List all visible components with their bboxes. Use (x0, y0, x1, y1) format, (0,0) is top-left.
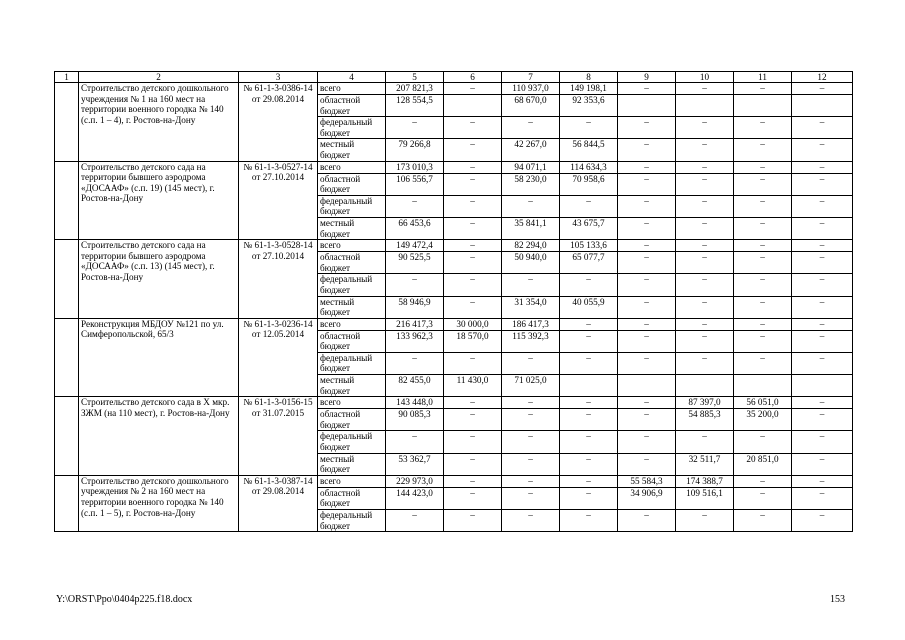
value-cell: – (444, 475, 502, 487)
value-cell: – (618, 352, 676, 374)
value-cell: – (676, 173, 734, 195)
row-number-cell (55, 83, 79, 162)
conclusion-number: № 61-1-3-0528-14 (243, 240, 313, 251)
value-cell: 149 472,4 (386, 240, 444, 252)
value-cell: – (560, 487, 618, 509)
value-cell: – (444, 274, 502, 296)
value-cell: 58 946,9 (386, 296, 444, 318)
value-cell: – (386, 431, 444, 453)
value-cell: – (618, 117, 676, 139)
value-cell: – (676, 274, 734, 296)
header-cell: 7 (502, 72, 560, 83)
table-row (55, 397, 853, 409)
value-cell (618, 95, 676, 117)
value-cell: – (444, 195, 502, 217)
value-cell: – (444, 431, 502, 453)
value-cell: – (618, 217, 676, 239)
value-cell: – (792, 217, 853, 239)
value-cell: – (444, 217, 502, 239)
value-cell: – (734, 352, 792, 374)
value-cell (618, 375, 676, 397)
value-cell: – (734, 252, 792, 274)
budget-source: местный бюджет (318, 217, 386, 239)
value-cell: 105 133,6 (560, 240, 618, 252)
conclusion-number-cell (239, 475, 318, 531)
value-cell: 90 525,5 (386, 252, 444, 274)
value-cell: – (676, 330, 734, 352)
row-number-cell (55, 318, 79, 397)
value-cell: – (792, 318, 853, 330)
conclusion-number: № 61-1-3-0236-14 (243, 318, 313, 329)
project-description: Строительство детского сада в Х мкр. ЗЖМ (на 110 мест), г. Ростов-на-Дону (79, 397, 239, 476)
value-cell: – (676, 252, 734, 274)
budget-source: всего (318, 397, 386, 409)
value-cell: – (734, 296, 792, 318)
project-description: Строительство детского сада на территории бывшего аэродрома «ДОСААФ» (с.п. 13) (145 мест), г. Ростов-на-Дону (79, 240, 239, 319)
budget-source: местный бюджет (318, 296, 386, 318)
value-cell: – (734, 217, 792, 239)
value-cell: – (792, 431, 853, 453)
value-cell: – (560, 352, 618, 374)
value-cell: – (792, 397, 853, 409)
value-cell: – (676, 161, 734, 173)
value-cell: – (734, 161, 792, 173)
value-cell: – (792, 453, 853, 475)
program-table (54, 71, 853, 532)
value-cell: – (444, 117, 502, 139)
value-cell: – (618, 173, 676, 195)
table-row (55, 83, 853, 95)
value-cell: – (618, 161, 676, 173)
value-cell: – (444, 240, 502, 252)
value-cell: 92 353,6 (560, 95, 618, 117)
value-cell: – (618, 397, 676, 409)
value-cell: – (502, 195, 560, 217)
value-cell (444, 95, 502, 117)
value-cell (734, 95, 792, 117)
budget-source: областной бюджет (318, 95, 386, 117)
value-cell: – (792, 240, 853, 252)
value-cell: – (502, 431, 560, 453)
header-cell: 5 (386, 72, 444, 83)
table-row (55, 161, 853, 173)
value-cell: – (792, 330, 853, 352)
value-cell: 110 937,0 (502, 83, 560, 95)
value-cell: 128 554,5 (386, 95, 444, 117)
value-cell: – (618, 139, 676, 161)
project-description: Строительство детского дошкольного учреждения № 1 на 160 мест на территории военного городка № 140 (с.п. 1 – 4), г. Ростов-на-Дону (79, 83, 239, 162)
value-cell: – (444, 161, 502, 173)
value-cell (676, 95, 734, 117)
value-cell: – (734, 83, 792, 95)
value-cell: 35 841,1 (502, 217, 560, 239)
value-cell: 149 198,1 (560, 83, 618, 95)
value-cell: 106 556,7 (386, 173, 444, 195)
value-cell: 42 267,0 (502, 139, 560, 161)
conclusion-number: № 61-1-3-0527-14 (243, 161, 313, 172)
value-cell: 35 200,0 (734, 409, 792, 431)
value-cell: – (386, 274, 444, 296)
conclusion-number-cell (239, 318, 318, 397)
header-row (55, 72, 853, 83)
value-cell: – (734, 318, 792, 330)
value-cell: – (444, 409, 502, 431)
value-cell: – (386, 117, 444, 139)
budget-source: местный бюджет (318, 375, 386, 397)
value-cell: – (618, 431, 676, 453)
value-cell: 90 085,3 (386, 409, 444, 431)
value-cell: – (386, 510, 444, 532)
value-cell: – (502, 352, 560, 374)
value-cell: – (618, 195, 676, 217)
value-cell: – (502, 409, 560, 431)
value-cell: – (676, 217, 734, 239)
value-cell: – (792, 475, 853, 487)
value-cell: – (618, 252, 676, 274)
conclusion-date: от 31.07.2015 (251, 407, 305, 418)
value-cell: 58 230,0 (502, 173, 560, 195)
budget-source: федеральный бюджет (318, 195, 386, 217)
value-cell: – (444, 252, 502, 274)
table-row (55, 475, 853, 487)
value-cell (792, 375, 853, 397)
value-cell: – (792, 487, 853, 509)
value-cell: – (444, 487, 502, 509)
value-cell: – (386, 195, 444, 217)
conclusion-number: № 61-1-3-0387-14 (243, 475, 313, 486)
value-cell: – (618, 296, 676, 318)
value-cell: – (560, 330, 618, 352)
value-cell: – (618, 274, 676, 296)
table-row (55, 240, 853, 252)
value-cell: – (734, 431, 792, 453)
value-cell: – (676, 195, 734, 217)
value-cell: – (792, 161, 853, 173)
value-cell: – (502, 510, 560, 532)
value-cell (676, 375, 734, 397)
value-cell: – (734, 330, 792, 352)
value-cell: – (792, 352, 853, 374)
value-cell: – (618, 510, 676, 532)
value-cell: – (792, 195, 853, 217)
value-cell (560, 375, 618, 397)
value-cell: – (676, 117, 734, 139)
project-description: Реконструкция МБДОУ №121 по ул. Симферопольской, 65/3 (79, 318, 239, 397)
budget-source: всего (318, 83, 386, 95)
value-cell: 71 025,0 (502, 375, 560, 397)
project-description: Строительство детского дошкольного учреждения № 2 на 160 мест на территории военного городка № 140 (с.п. 1 – 5), г. Ростов-на-Дону (79, 475, 239, 531)
value-cell: 109 516,1 (676, 487, 734, 509)
value-cell: – (444, 453, 502, 475)
value-cell: 186 417,3 (502, 318, 560, 330)
budget-source: федеральный бюджет (318, 352, 386, 374)
value-cell: – (560, 409, 618, 431)
value-cell: – (676, 318, 734, 330)
budget-source: областной бюджет (318, 330, 386, 352)
value-cell: 56 844,5 (560, 139, 618, 161)
value-cell: 115 392,3 (502, 330, 560, 352)
conclusion-date: от 27.10.2014 (251, 172, 305, 183)
value-cell: – (502, 487, 560, 509)
project-description: Строительство детского сада на территории бывшего аэродрома «ДОСААФ» (с.п. 19) (145 мест), г. Ростов-на-Дону (79, 161, 239, 240)
header-cell: 2 (79, 72, 239, 83)
budget-source: местный бюджет (318, 139, 386, 161)
value-cell: – (444, 296, 502, 318)
row-number-cell (55, 397, 79, 476)
value-cell: 53 362,7 (386, 453, 444, 475)
value-cell: – (734, 240, 792, 252)
value-cell: 82 294,0 (502, 240, 560, 252)
value-cell: – (734, 117, 792, 139)
value-cell: 66 453,6 (386, 217, 444, 239)
table-row (55, 318, 853, 330)
budget-source: всего (318, 318, 386, 330)
value-cell: 70 958,6 (560, 173, 618, 195)
value-cell: 207 821,3 (386, 83, 444, 95)
value-cell: 87 397,0 (676, 397, 734, 409)
budget-source: федеральный бюджет (318, 431, 386, 453)
value-cell: 32 511,7 (676, 453, 734, 475)
budget-source: областной бюджет (318, 252, 386, 274)
value-cell: – (676, 510, 734, 532)
value-cell: – (444, 510, 502, 532)
value-cell: – (444, 352, 502, 374)
value-cell: 11 430,0 (444, 375, 502, 397)
header-cell: 12 (792, 72, 853, 83)
value-cell: 68 670,0 (502, 95, 560, 117)
value-cell: – (502, 274, 560, 296)
value-cell: – (792, 83, 853, 95)
value-cell: 54 885,3 (676, 409, 734, 431)
header-cell: 9 (618, 72, 676, 83)
header-cell: 3 (239, 72, 318, 83)
value-cell (734, 375, 792, 397)
value-cell: 56 051,0 (734, 397, 792, 409)
value-cell: 55 584,3 (618, 475, 676, 487)
value-cell: – (386, 352, 444, 374)
value-cell: – (734, 510, 792, 532)
value-cell: – (792, 409, 853, 431)
header-cell: 10 (676, 72, 734, 83)
budget-source: областной бюджет (318, 173, 386, 195)
file-path: Y:\ORST\Ppo\0404p225.f18.docx (56, 594, 193, 605)
row-number-cell (55, 475, 79, 531)
value-cell: 144 423,0 (386, 487, 444, 509)
value-cell: 40 055,9 (560, 296, 618, 318)
value-cell: 65 077,7 (560, 252, 618, 274)
conclusion-date: от 29.08.2014 (251, 93, 305, 104)
value-cell: – (502, 475, 560, 487)
value-cell: – (676, 352, 734, 374)
conclusion-number-cell (239, 83, 318, 162)
value-cell: – (676, 296, 734, 318)
value-cell: – (502, 117, 560, 139)
header-cell: 8 (560, 72, 618, 83)
header-cell: 4 (318, 72, 386, 83)
budget-source: всего (318, 161, 386, 173)
row-number-cell (55, 240, 79, 319)
value-cell: 20 851,0 (734, 453, 792, 475)
value-cell: – (560, 318, 618, 330)
value-cell: – (444, 83, 502, 95)
conclusion-date: от 27.10.2014 (251, 250, 305, 261)
budget-source: областной бюджет (318, 409, 386, 431)
value-cell: – (618, 453, 676, 475)
page-number: 153 (830, 594, 845, 605)
value-cell: – (618, 240, 676, 252)
budget-source: местный бюджет (318, 453, 386, 475)
value-cell: – (676, 240, 734, 252)
document-sheet (54, 71, 852, 532)
header-cell: 11 (734, 72, 792, 83)
value-cell: 79 266,8 (386, 139, 444, 161)
budget-source: федеральный бюджет (318, 510, 386, 532)
budget-source: федеральный бюджет (318, 117, 386, 139)
value-cell: – (444, 173, 502, 195)
value-cell: – (618, 409, 676, 431)
value-cell: – (734, 195, 792, 217)
conclusion-number-cell (239, 397, 318, 476)
value-cell: – (560, 397, 618, 409)
value-cell: – (444, 139, 502, 161)
value-cell: 30 000,0 (444, 318, 502, 330)
conclusion-number: № 61-1-3-0156-15 (243, 397, 313, 408)
value-cell: 50 940,0 (502, 252, 560, 274)
value-cell: 34 906,9 (618, 487, 676, 509)
value-cell: – (618, 330, 676, 352)
budget-source: областной бюджет (318, 487, 386, 509)
value-cell: – (560, 475, 618, 487)
value-cell: 31 354,0 (502, 296, 560, 318)
value-cell: – (792, 274, 853, 296)
conclusion-number-cell (239, 240, 318, 319)
value-cell: – (792, 117, 853, 139)
value-cell: 114 634,3 (560, 161, 618, 173)
value-cell: – (444, 397, 502, 409)
value-cell (792, 95, 853, 117)
value-cell: – (676, 83, 734, 95)
header-cell: 6 (444, 72, 502, 83)
value-cell: – (734, 487, 792, 509)
value-cell: 229 973,0 (386, 475, 444, 487)
budget-source: всего (318, 475, 386, 487)
value-cell: – (676, 139, 734, 161)
value-cell: – (560, 431, 618, 453)
value-cell: – (560, 453, 618, 475)
value-cell: – (502, 397, 560, 409)
value-cell: – (734, 173, 792, 195)
value-cell: – (560, 510, 618, 532)
value-cell: – (734, 274, 792, 296)
value-cell: 174 388,7 (676, 475, 734, 487)
value-cell: – (792, 173, 853, 195)
value-cell: – (560, 195, 618, 217)
row-number-cell (55, 161, 79, 240)
value-cell: – (792, 252, 853, 274)
conclusion-date: от 29.08.2014 (251, 486, 305, 497)
value-cell: 43 675,7 (560, 217, 618, 239)
budget-source: федеральный бюджет (318, 274, 386, 296)
value-cell: – (502, 453, 560, 475)
value-cell: – (734, 139, 792, 161)
value-cell: – (676, 431, 734, 453)
value-cell: – (734, 475, 792, 487)
value-cell: 82 455,0 (386, 375, 444, 397)
conclusion-date: от 12.05.2014 (251, 329, 305, 340)
value-cell: 143 448,0 (386, 397, 444, 409)
value-cell: – (560, 274, 618, 296)
value-cell: – (560, 117, 618, 139)
header-cell: 1 (55, 72, 79, 83)
value-cell: – (792, 510, 853, 532)
value-cell: 216 417,3 (386, 318, 444, 330)
conclusion-number-cell (239, 161, 318, 240)
value-cell: – (792, 296, 853, 318)
value-cell: 18 570,0 (444, 330, 502, 352)
value-cell: 173 010,3 (386, 161, 444, 173)
value-cell: 94 071,1 (502, 161, 560, 173)
value-cell: – (618, 83, 676, 95)
conclusion-number: № 61-1-3-0386-14 (243, 83, 313, 93)
value-cell: – (618, 318, 676, 330)
value-cell: 133 962,3 (386, 330, 444, 352)
budget-source: всего (318, 240, 386, 252)
value-cell: – (792, 139, 853, 161)
